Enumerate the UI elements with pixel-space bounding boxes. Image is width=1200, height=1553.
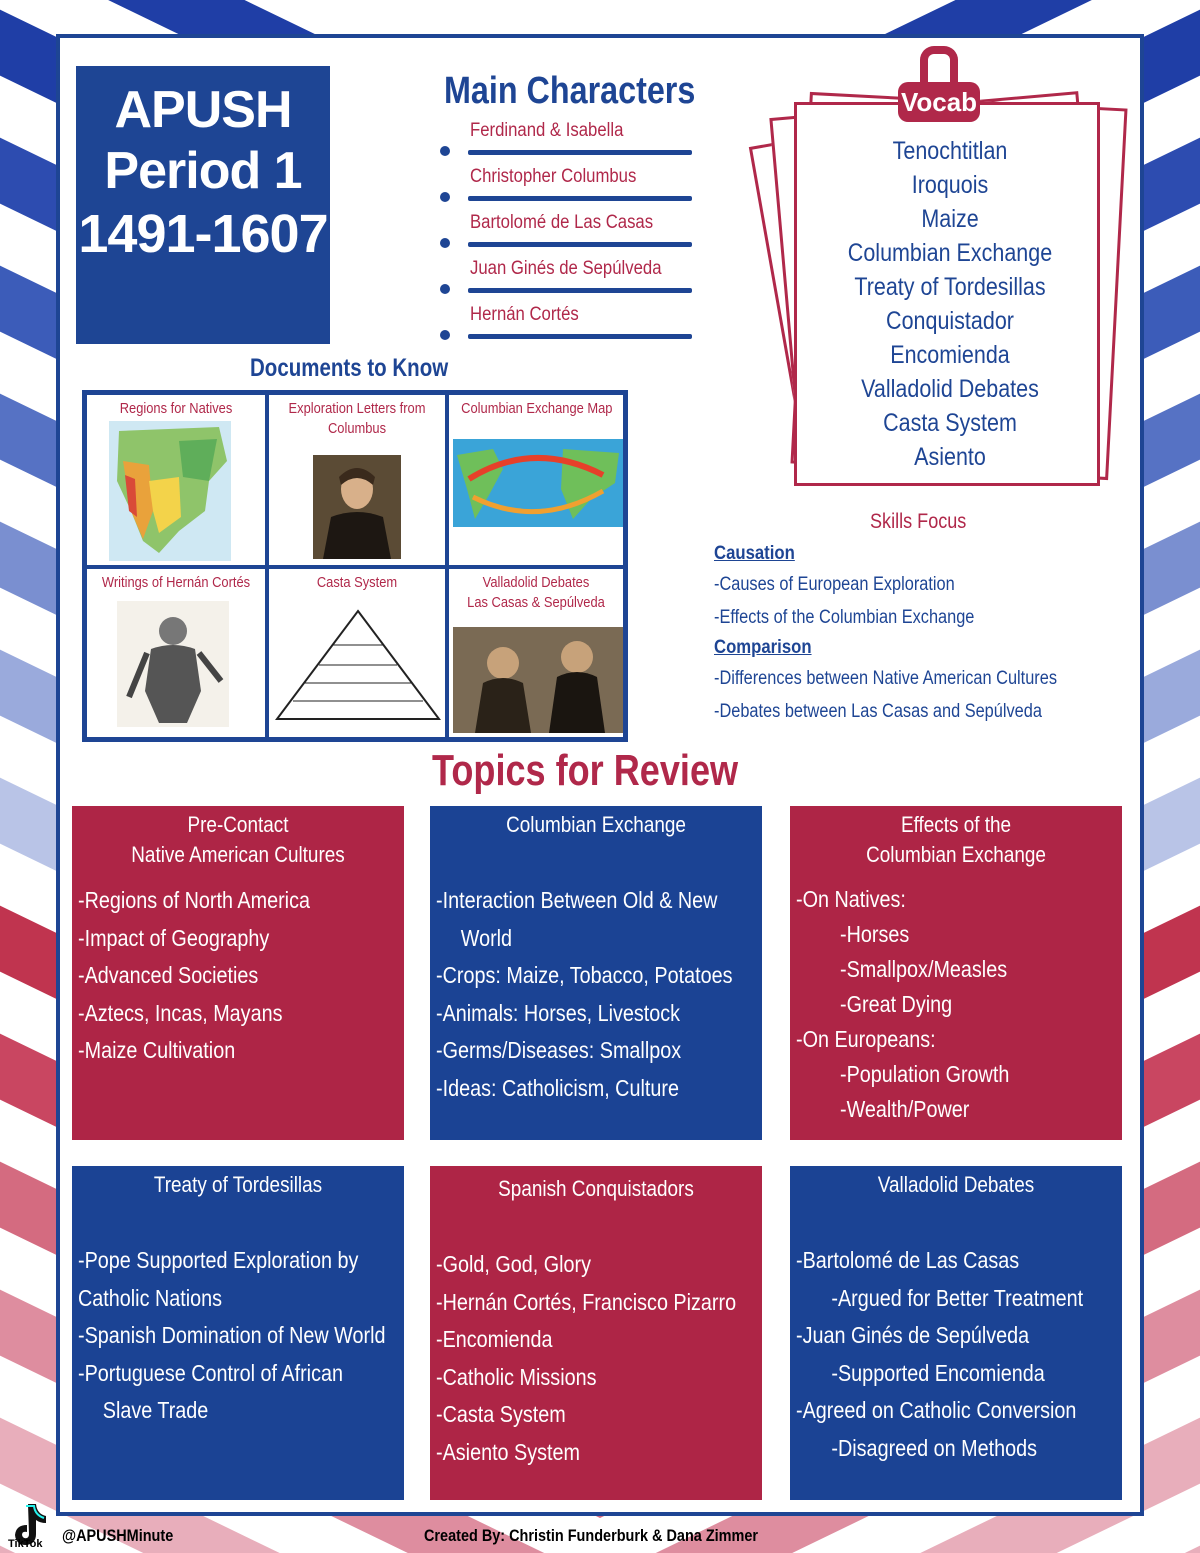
- topic-item: -Hernán Cortés, Francisco Pizarro: [436, 1288, 737, 1315]
- topic-title-line2: Native American Cultures: [131, 842, 345, 867]
- documents-heading: Documents to Know: [250, 354, 449, 382]
- divider: [468, 334, 692, 339]
- topic-item: -Horses: [823, 921, 910, 947]
- bullet-icon: [440, 146, 450, 156]
- world-map-image: [453, 439, 623, 527]
- vocab-term: Tenochtitlan: [892, 137, 1008, 165]
- vocab-term: Valladolid Debates: [861, 375, 1039, 403]
- topic-box-columbian-exchange: [430, 806, 762, 1140]
- topic-item: -Asiento System: [436, 1438, 581, 1465]
- topic-title-line2: Columbian Exchange: [866, 842, 1046, 867]
- vocab-list: [800, 134, 1100, 474]
- topic-item: -Smallpox/Measles: [823, 956, 1008, 982]
- skills-focus: [714, 540, 1134, 728]
- doc-casta-system: [267, 567, 447, 739]
- list-item: [438, 256, 698, 302]
- doc-columbus-letters: [267, 393, 447, 567]
- topic-item: -On Natives:: [796, 886, 906, 912]
- documents-grid: [82, 390, 628, 742]
- skill-item: -Differences between Native American Cultures: [714, 668, 1058, 689]
- social-handle[interactable]: @APUSHMinute: [62, 1526, 174, 1545]
- skill-category: Comparison: [714, 637, 812, 658]
- doc-label-line2: Columbus: [327, 420, 387, 437]
- topic-item: -Bartolomé de Las Casas: [796, 1247, 1020, 1273]
- topic-item: -Interaction Between Old & New: [436, 887, 718, 913]
- bullet-icon: [440, 238, 450, 248]
- topic-title: Valladolid Debates: [877, 1172, 1035, 1197]
- topic-item: -Spanish Domination of New World: [78, 1322, 386, 1348]
- list-item: [438, 302, 698, 348]
- list-item: [438, 210, 698, 256]
- doc-valladolid-debates: [447, 567, 625, 739]
- topic-item: Slave Trade: [91, 1397, 209, 1423]
- topic-item: -Aztecs, Incas, Mayans: [78, 999, 283, 1026]
- topic-item: -Pope Supported Exploration by: [78, 1247, 359, 1273]
- doc-regions-for-natives: [85, 393, 267, 567]
- skill-item: -Causes of European Exploration: [714, 574, 955, 595]
- topic-item: -Portuguese Control of African: [78, 1359, 343, 1386]
- character-name: Christopher Columbus: [470, 166, 637, 187]
- content-sheet: [56, 34, 1144, 1516]
- topic-item: -Gold, God, Glory: [436, 1251, 592, 1277]
- topic-item: -Crops: Maize, Tobacco, Potatoes: [436, 962, 733, 988]
- topic-item: -Population Growth: [823, 1061, 1010, 1087]
- bullet-icon: [440, 192, 450, 202]
- doc-label: Exploration Letters from: [288, 400, 426, 417]
- topics-heading: Topics for Review: [432, 746, 739, 795]
- banner-years: 1491-1607: [78, 203, 328, 264]
- vocab-term: Maize: [921, 205, 979, 233]
- vocab-term: Asiento: [914, 443, 986, 471]
- doc-label-line2: Las Casas & Sepúlveda: [467, 594, 605, 611]
- topic-item: -Catholic Missions: [436, 1363, 597, 1390]
- doc-label: Valladolid Debates: [482, 574, 590, 591]
- doc-label: Columbian Exchange Map: [461, 400, 613, 417]
- topic-title: Columbian Exchange: [506, 812, 686, 837]
- main-characters-list: [438, 118, 698, 348]
- clip-icon: [920, 46, 958, 86]
- topic-item: -Ideas: Catholicism, Culture: [436, 1074, 679, 1101]
- skills-heading: Skills Focus: [870, 510, 967, 533]
- topic-item: Catholic Nations: [78, 1284, 223, 1311]
- banner-period: Period 1: [104, 142, 302, 201]
- topic-item: -Great Dying: [823, 991, 953, 1017]
- topic-item: -Disagreed on Methods: [814, 1434, 1038, 1461]
- doc-label: Regions for Natives: [119, 400, 233, 417]
- vocab-term: Casta System: [883, 409, 1017, 437]
- character-name: Juan Ginés de Sepúlveda: [470, 258, 662, 279]
- divider: [468, 242, 692, 247]
- title-banner: [76, 66, 330, 344]
- character-name: Ferdinand & Isabella: [470, 120, 624, 141]
- list-item: [438, 118, 698, 164]
- skill-item: -Debates between Las Casas and Sepúlveda: [714, 701, 1042, 722]
- doc-cortes-writings: [85, 567, 267, 739]
- topic-box-valladolid: [790, 1166, 1122, 1500]
- skill-category: Causation: [714, 543, 795, 564]
- vocab-term: Columbian Exchange: [847, 239, 1053, 267]
- topic-item: -Regions of North America: [78, 887, 310, 913]
- topic-title: Effects of the: [900, 812, 1012, 837]
- vocab-term: Treaty of Tordesillas: [854, 273, 1046, 301]
- list-item: [438, 164, 698, 210]
- tiktok-label: TikTok: [8, 1538, 43, 1550]
- topic-item: -Advanced Societies: [78, 962, 259, 988]
- topic-item: -Juan Ginés de Sepúlveda: [796, 1322, 1030, 1348]
- north-america-map-image: [109, 421, 231, 561]
- topic-item: -Wealth/Power: [823, 1096, 970, 1122]
- topic-item: -On Europeans:: [796, 1026, 936, 1052]
- doc-label: Writings of Hernán Cortés: [101, 574, 251, 591]
- topic-item: -Impact of Geography: [78, 924, 270, 951]
- character-name: Bartolomé de Las Casas: [470, 212, 654, 233]
- columbus-portrait-image: [313, 455, 401, 559]
- divider: [468, 150, 692, 155]
- vocab-term: Encomienda: [890, 341, 1010, 369]
- vocab-term: Conquistador: [886, 307, 1014, 335]
- vocab-card: [760, 38, 1140, 498]
- character-name: Hernán Cortés: [470, 304, 579, 325]
- cortes-engraving-image: [117, 601, 229, 727]
- vocab-title: Vocab: [898, 82, 980, 122]
- casta-pyramid-image: [273, 607, 443, 725]
- skill-item: -Effects of the Columbian Exchange: [714, 607, 975, 628]
- divider: [468, 288, 692, 293]
- doc-columbian-exchange-map: [447, 393, 625, 567]
- topic-item: -Supported Encomienda: [814, 1359, 1045, 1386]
- topic-box-pre-contact: [72, 806, 404, 1140]
- credits: Created By: Christin Funderburk & Dana Zimmer: [424, 1526, 759, 1545]
- topic-item: -Casta System: [436, 1401, 566, 1427]
- topic-item: -Encomienda: [436, 1326, 553, 1352]
- bullet-icon: [440, 330, 450, 340]
- topic-item: -Animals: Horses, Livestock: [436, 999, 681, 1026]
- topic-title: Spanish Conquistadors: [498, 1176, 694, 1201]
- topic-item: -Germs/Diseases: Smallpox: [436, 1037, 682, 1063]
- doc-label: Casta System: [316, 574, 398, 591]
- main-characters-heading: Main Characters: [444, 70, 696, 112]
- bullet-icon: [440, 284, 450, 294]
- topic-title: Pre-Contact: [187, 812, 289, 837]
- topic-item: World: [449, 924, 513, 951]
- topic-item: -Argued for Better Treatment: [814, 1284, 1084, 1311]
- topic-box-conquistadors: [430, 1166, 762, 1500]
- topic-item: -Agreed on Catholic Conversion: [796, 1397, 1077, 1423]
- banner-course: APUSH: [114, 81, 292, 139]
- topic-title: Treaty of Tordesillas: [153, 1172, 323, 1197]
- divider: [468, 196, 692, 201]
- topic-box-effects: [790, 806, 1122, 1140]
- topic-item: -Maize Cultivation: [78, 1037, 236, 1063]
- vocab-term: Iroquois: [911, 171, 989, 199]
- topic-box-tordesillas: [72, 1166, 404, 1500]
- debaters-painting-image: [453, 627, 623, 733]
